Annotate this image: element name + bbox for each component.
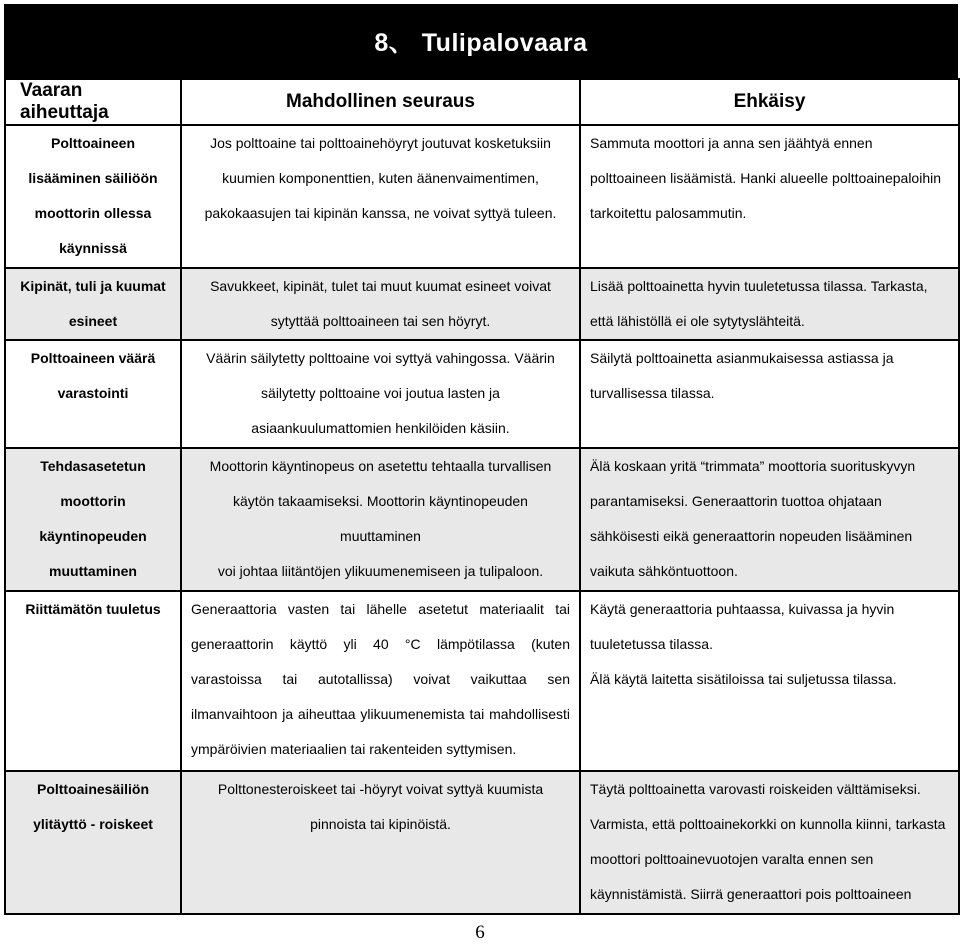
cell-line: lisääminen säiliöön bbox=[28, 170, 158, 186]
page-title: 8、 Tulipalovaara bbox=[374, 29, 588, 57]
cell-line: Täytä polttoainetta varovasti roiskeiden välttämiseksi. bbox=[590, 781, 921, 797]
cell-line: käynnistämistä. Siirrä generaattori pois polttoaineen bbox=[590, 886, 912, 902]
cell-line: Älä käytä laitetta sisätiloissa tai suljetussa tilassa. bbox=[590, 671, 897, 687]
cell-line: Generaattoria vasten tai lähelle asetetut materiaalit tai bbox=[191, 601, 570, 617]
table-row bbox=[5, 268, 959, 340]
prevention-cell bbox=[580, 125, 959, 268]
cell-line: varastointi bbox=[57, 385, 129, 401]
table-row bbox=[5, 771, 959, 914]
cell-line: Käytä generaattoria puhtaassa, kuivassa ja hyvin bbox=[590, 601, 895, 617]
cell-line: Polttonesteroiskeet tai -höyryt voivat syttyä kuumista bbox=[217, 781, 544, 797]
cell-line: generaattorin käyttö yli 40 °C lämpötilassa (kuten bbox=[191, 636, 570, 652]
cause-cell bbox=[5, 591, 181, 771]
cell-line: moottorin ollessa bbox=[34, 205, 152, 221]
cell-line: tarkoitettu palosammutin. bbox=[590, 205, 747, 221]
cell-line: muuttaminen bbox=[49, 563, 137, 579]
table-row bbox=[5, 340, 959, 448]
cell-line: Varmista, että polttoainekorkki on kunnolla kiinni, tarkasta bbox=[590, 816, 946, 832]
cell-line: esineet bbox=[68, 313, 118, 329]
cell-line: pakokaasujen tai kipinän kanssa, ne voivat syttyä tuleen. bbox=[204, 205, 557, 221]
cell-line: käytön takaamiseksi. Moottorin käyntinopeuden muuttaminen bbox=[233, 493, 528, 544]
cell-line: asiaankuulumattomien henkilöiden käsiin. bbox=[251, 420, 510, 436]
cell-line: Riittämätön tuuletus bbox=[25, 601, 161, 617]
hazard-table bbox=[4, 78, 960, 915]
cause-cell bbox=[5, 268, 181, 340]
cell-line: Moottorin käyntinopeus on asetettu tehtaalla turvallisen bbox=[209, 458, 552, 474]
cell-line: moottori polttoainevuotojen varalta ennen sen bbox=[590, 851, 874, 867]
cell-line: polttoaineen lisäämistä. Hanki alueelle polttoainepaloihin bbox=[590, 170, 942, 186]
cell-line: että lähistöllä ei ole sytytyslähteitä. bbox=[590, 313, 805, 329]
prevention-cell bbox=[580, 448, 959, 591]
header-cause: Vaaran aiheuttaja bbox=[5, 79, 181, 125]
cause-cell bbox=[5, 771, 181, 914]
cell-line: Säilytä polttoainetta asianmukaisessa astiassa ja bbox=[590, 350, 894, 366]
consequence-cell bbox=[181, 591, 580, 771]
cell-line: parantamiseksi. Generaattorin tuottoa ohjataan bbox=[590, 493, 882, 509]
cell-line: Älä koskaan yritä “trimmata” moottoria suorituskyvyn bbox=[590, 458, 916, 474]
prevention-cell bbox=[580, 771, 959, 914]
prevention-cell bbox=[580, 591, 959, 771]
consequence-cell bbox=[181, 771, 580, 914]
cause-cell bbox=[5, 448, 181, 591]
cell-line: Sammuta moottori ja anna sen jäähtyä ennen bbox=[590, 135, 873, 151]
cell-line: pinnoista tai kipinöistä. bbox=[310, 816, 451, 832]
cell-line: Lisää polttoainetta hyvin tuuletetussa tilassa. Tarkasta, bbox=[590, 278, 928, 294]
cell-line: sähköisesti eikä generaattorin nopeuden lisääminen bbox=[590, 528, 913, 544]
cell-line: varastoissa tai autotallissa) voivat vaikuttaa sen bbox=[191, 671, 570, 687]
cell-line: sytyttää polttoaineen tai sen höyryt. bbox=[270, 313, 491, 329]
cell-line: ympäröivien materiaalien tai rakenteiden syttymisen. bbox=[191, 741, 517, 757]
cell-line: tuuletetussa tilassa. bbox=[590, 636, 713, 652]
table-header-row bbox=[5, 79, 959, 125]
cell-line: Polttoainesäiliön bbox=[36, 781, 149, 797]
cell-line: Savukkeet, kipinät, tulet tai muut kuumat esineet voivat bbox=[210, 278, 551, 294]
header-prevention: Ehkäisy bbox=[580, 79, 959, 125]
cell-line: Jos polttoaine tai polttoainehöyryt joutuvat kosketuksiin bbox=[210, 135, 551, 151]
cell-line: käynnissä bbox=[59, 240, 127, 256]
cell-line: Polttoaineen väärä bbox=[30, 350, 156, 366]
cell-line: vaikuta sähköntuottoon. bbox=[590, 563, 738, 579]
cell-line: Tehdasasetetun bbox=[40, 458, 146, 474]
consequence-cell bbox=[181, 448, 580, 591]
cell-line: moottorin bbox=[60, 493, 126, 509]
header-consequence: Mahdollinen seuraus bbox=[181, 79, 580, 125]
cell-line: käyntinopeuden bbox=[39, 528, 147, 544]
cause-cell bbox=[5, 125, 181, 268]
title-bar bbox=[4, 4, 958, 78]
table-row bbox=[5, 125, 959, 268]
consequence-cell bbox=[181, 268, 580, 340]
cell-line: kuumien komponenttien, kuten äänenvaimentimen, bbox=[222, 170, 539, 186]
cell-line: Kipinät, tuli ja kuumat bbox=[20, 278, 166, 294]
prevention-cell bbox=[580, 340, 959, 448]
page-number: 6 bbox=[475, 922, 485, 943]
consequence-cell bbox=[181, 340, 580, 448]
cause-cell bbox=[5, 340, 181, 448]
cell-line: Väärin säilytetty polttoaine voi syttyä vahingossa. Väärin bbox=[206, 350, 555, 366]
cell-line: turvallisessa tilassa. bbox=[590, 385, 715, 401]
cell-line: Polttoaineen bbox=[50, 135, 135, 151]
prevention-cell bbox=[580, 268, 959, 340]
table-row bbox=[5, 591, 959, 771]
cell-line: ilmanvaihtoon ja aiheuttaa ylikuumenemista tai mahdollisesti bbox=[191, 706, 570, 722]
cell-line: ylitäyttö - roiskeet bbox=[33, 816, 153, 832]
consequence-cell bbox=[181, 125, 580, 268]
table-row bbox=[5, 448, 959, 591]
cell-line: voi johtaa liitäntöjen ylikuumenemiseen ja tulipaloon. bbox=[217, 563, 544, 579]
cell-line: säilytetty polttoaine voi joutua lasten ja bbox=[261, 385, 500, 401]
